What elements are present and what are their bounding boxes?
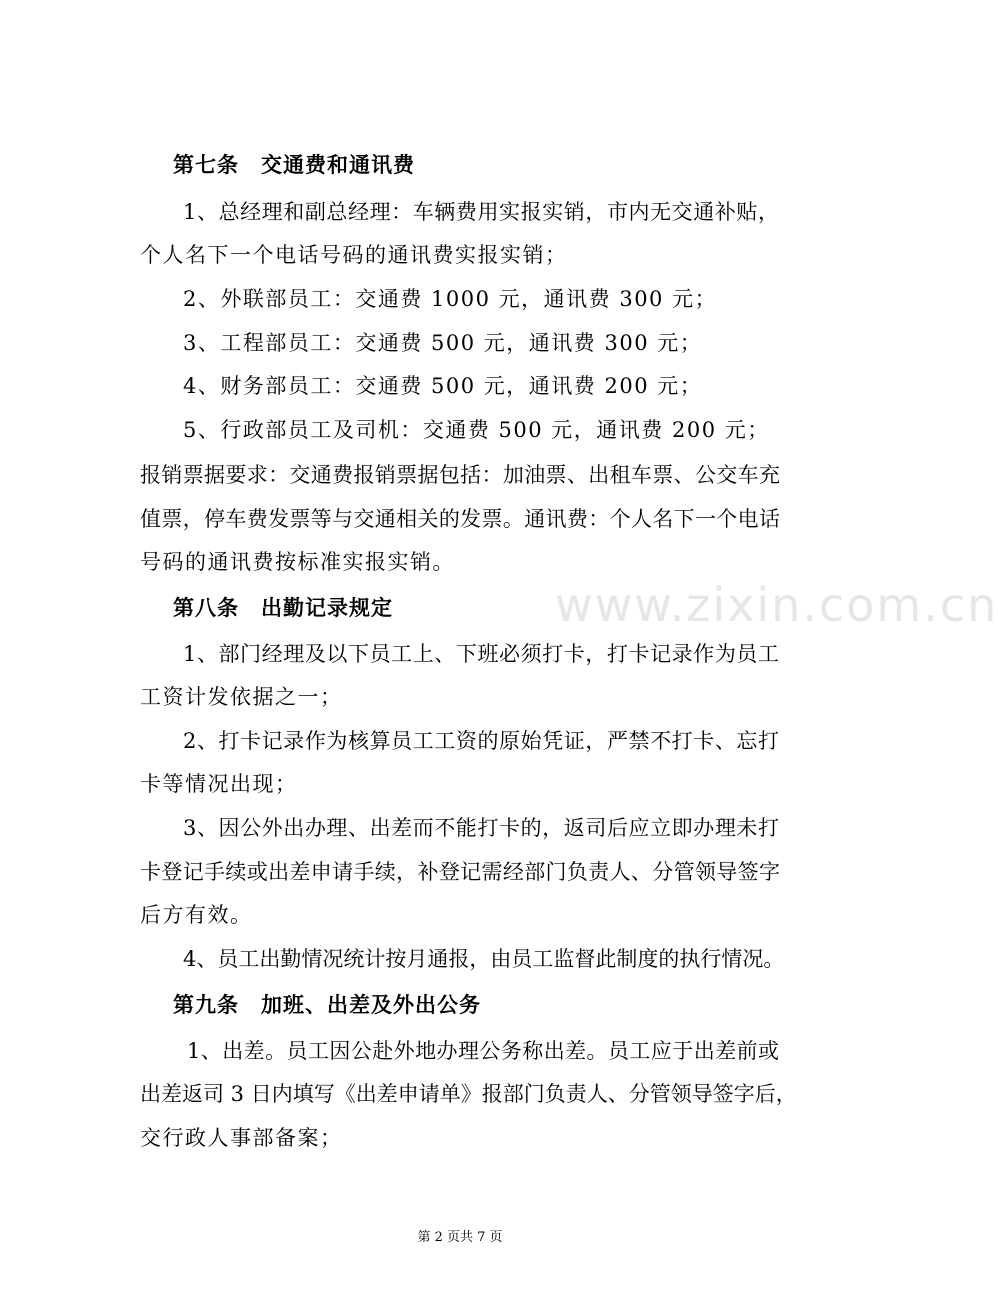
watermark: www.zixin.com.cn (555, 578, 998, 632)
article-7-title: 第七条 交通费和通讯费 (173, 153, 415, 177)
article-7-item-1-line-2: 个人名下一个电话号码的通讯费实报实销； (140, 243, 568, 267)
article-8-item-3-line-3: 后方有效。 (140, 903, 253, 927)
article-8-item-3-line-1: 3、因公外出办理、出差而不能打卡的，返司后应立即办理未打 (183, 816, 779, 840)
article-7-item-2: 2、外联部员工：交通费 1000 元，通讯费 300 元； (183, 287, 718, 311)
article-8-item-1-line-1: 1、部门经理及以下员工上、下班必须打卡，打卡记录作为员工 (183, 642, 779, 666)
article-7-item-3: 3、工程部员工：交通费 500 元，通讯费 300 元； (183, 331, 703, 355)
article-9-title: 第九条 加班、出差及外出公务 (173, 993, 481, 1017)
article-8-item-3-line-2: 卡登记手续或出差申请手续，补登记需经部门负责人、分管领导签字 (140, 860, 780, 884)
receipt-requirement-line-3: 号码的通讯费按标准实报实销。 (140, 550, 455, 574)
article-9-item-1-line-3: 交行政人事部备案； (140, 1126, 343, 1150)
article-8-item-4: 4、员工出勤情况统计按月通报，由员工监督此制度的执行情况。 (183, 947, 785, 971)
receipt-requirement-line-2: 值票，停车费发票等与交通相关的发票。通讯费：个人名下一个电话 (140, 507, 780, 531)
article-8-title: 第八条 出勤记录规定 (173, 596, 393, 620)
article-8-item-2-line-1: 2、打卡记录作为核算员工工资的原始凭证，严禁不打卡、忘打 (183, 729, 779, 753)
article-8-item-2-line-2: 卡等情况出现； (140, 772, 298, 796)
article-8-item-1-line-2: 工资计发依据之一； (140, 685, 343, 709)
article-9-item-1-line-2: 出差返司 3 日内填写《出差申请单》报部门负责人、分管领导签字后， (140, 1082, 797, 1106)
article-7-item-5: 5、行政部员工及司机：交通费 500 元，通讯费 200 元； (183, 418, 770, 442)
article-7-item-4: 4、财务部员工：交通费 500 元，通讯费 200 元； (183, 374, 703, 398)
article-7-item-1-line-1: 1、总经理和副总经理：车辆费用实报实销，市内无交通补贴， (183, 200, 779, 224)
receipt-requirement-line-1: 报销票据要求：交通费报销票据包括：加油票、出租车票、公交车充 (140, 463, 780, 487)
article-9-item-1-line-1: 1、出差。员工因公赴外地办理公务称出差。员工应于出差前或 (187, 1039, 779, 1063)
page-footer: 第 2 页共 7 页 (417, 1230, 503, 1245)
